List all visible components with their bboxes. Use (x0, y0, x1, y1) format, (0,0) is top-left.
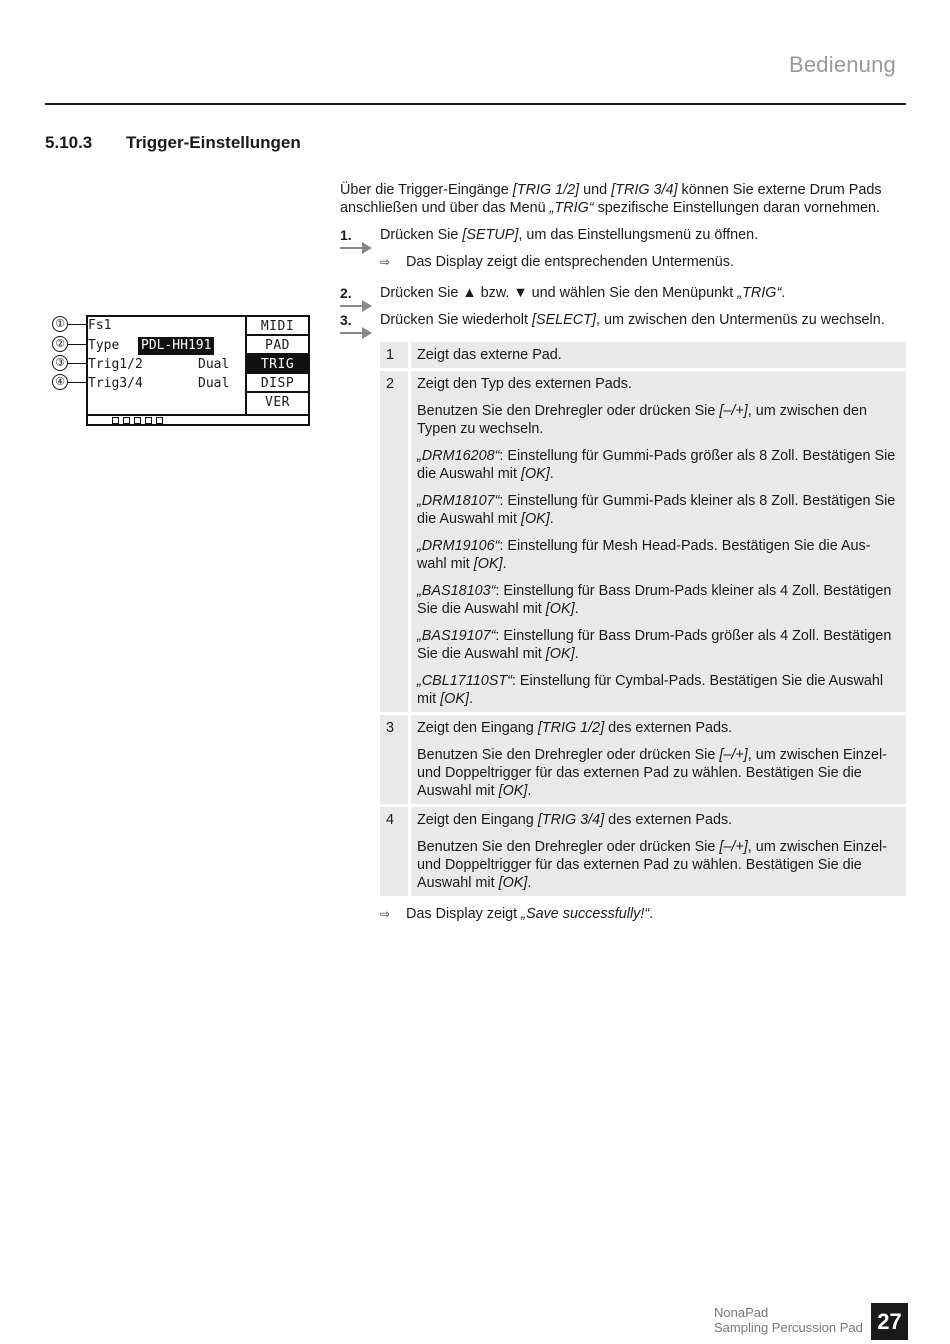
row-description: Zeigt den Eingang [TRIG 3/4] des externen Pads. Benutzen Sie den Drehregler oder drücken Sie [–/+], um zwischen Einzel- und Doppeltrigger für das externen Pad zu wählen. Bestätigen Sie die Auswahl mit [OK]. (411, 807, 906, 896)
lcd-row-type-label: Type (88, 338, 120, 353)
result-text: . (649, 906, 654, 922)
row-number: 2 (380, 371, 411, 712)
lcd-row-trig12-label: Trig1/2 (88, 357, 143, 372)
step-arrow-icon (340, 327, 372, 339)
lcd-menu-disp: DISP (247, 374, 308, 393)
intro-term: „TRIG“ (549, 200, 594, 216)
section-heading (45, 133, 301, 153)
lcd-row-pad: Fs1 (88, 318, 112, 333)
intro-text: Über die Trigger-Eingänge (340, 182, 513, 198)
result-text: Das Display zeigt (406, 906, 522, 922)
step-text: Drücken Sie wiederholt [SELECT], um zwischen den Untermenüs zu wechseln. (380, 312, 885, 328)
result-arrow-icon: ⇨ (380, 907, 391, 921)
intro-paragraph (340, 181, 910, 217)
lcd-row-trig34-value: Dual (198, 376, 230, 391)
lcd-screen (86, 315, 310, 426)
result-arrow-icon: ⇨ (380, 255, 391, 269)
intro-text: anschließen und über das Menü (340, 200, 550, 216)
callout-line-3 (68, 363, 88, 364)
step-arrow-icon (340, 242, 372, 254)
lcd-indicator (134, 417, 141, 424)
step-number: 2. (340, 285, 352, 301)
intro-text: und (579, 182, 612, 198)
callout-2: ② (52, 336, 68, 352)
lcd-menu (245, 317, 308, 414)
row-number: 1 (380, 342, 411, 368)
chapter-title: Bedienung (788, 52, 896, 77)
result-2 (380, 905, 653, 923)
intro-text: können Sie externe Drum Pads (677, 182, 882, 198)
intro-term: [TRIG 3/4] (611, 182, 678, 198)
row-description: Zeigt den Eingang [TRIG 1/2] des externen Pads. Benutzen Sie den Drehregler oder drücken Sie [–/+], um zwischen Einzel- und Doppeltrigger für das externen Pad zu wählen. Bestätigen Sie die Auswahl mit [OK]. (411, 715, 906, 804)
lcd-indicator (123, 417, 130, 424)
header-rule (45, 103, 906, 105)
table-row (380, 342, 906, 368)
lcd-indicator (145, 417, 152, 424)
callout-line-1 (68, 324, 88, 325)
result-message: „Save successfully!“ (521, 906, 650, 922)
step-text: Drücken Sie [SETUP], um das Einstellungsmenü zu öffnen. (380, 227, 759, 243)
table-row (380, 715, 906, 804)
step-number: 3. (340, 312, 352, 328)
lcd-row-trig34-label: Trig3/4 (88, 376, 143, 391)
callout-1: ① (52, 316, 68, 332)
row-description: Zeigt das externe Pad. (411, 342, 906, 368)
lcd-indicator (112, 417, 119, 424)
lcd-menu-midi: MIDI (247, 317, 308, 336)
product-subtitle: Sampling Percussion Pad (714, 1320, 863, 1335)
lcd-row-type-value: PDL-HH191 (138, 337, 214, 355)
result-text: Das Display zeigt die entsprechenden Untermenüs. (406, 254, 734, 270)
lcd-menu-ver: VER (265, 395, 290, 410)
lcd-row-trig12-value: Dual (198, 357, 230, 372)
lcd-menu-trig: TRIG (247, 355, 308, 374)
table-row (380, 371, 906, 712)
row-description: Zeigt den Typ des externen Pads. Benutzen Sie den Drehregler oder drücken Sie [–/+], um zwischen den Typen zu wechseln. „DRM16208“: Einstellung für Gummi-Pads größer als 8 Zoll. Bestätigen Sie die Auswahl mit [OK]. „DRM18107“: Einstellung für Gummi-Pads kleiner als 8 Zoll. Bestätigen Sie die Auswahl mit [OK]. „DRM19106“: Einstellung für Mesh Head-Pads. Bestätigen Sie die Aus- wahl mit [OK]. „BAS18103“: Einstellung für Bass Drum-Pads kleiner als 4 Zoll. Bestätigen Sie die Auswahl mit [OK]. „BAS19107“: Einstellung für Bass Drum-Pads größer als 4 Zoll. Bestätigen Sie die Auswahl mit [OK]. „CBL17110ST“: Einstellung für Cymbal-Pads. Bestätigen Sie die Auswahl mit [OK]. (411, 371, 906, 712)
parameter-table (380, 339, 906, 899)
lcd-bottom-bar (88, 414, 308, 426)
page-number: 27 (871, 1303, 908, 1340)
section-title: Trigger-Einstellungen (126, 133, 301, 152)
product-name: NonaPad (714, 1305, 769, 1320)
callout-line-2 (68, 344, 88, 345)
lcd-menu-pad: PAD (247, 336, 308, 355)
row-number: 4 (380, 807, 411, 896)
section-number: 5.10.3 (45, 133, 93, 152)
footer-product (714, 1305, 863, 1335)
callout-line-4 (68, 382, 88, 383)
step-number: 1. (340, 227, 352, 243)
result-1 (380, 253, 734, 271)
lcd-indicator (156, 417, 163, 424)
step-text: Drücken Sie ▲ bzw. ▼ und wählen Sie den Menüpunkt „TRIG“. (380, 285, 786, 301)
callout-4: ④ (52, 374, 68, 390)
table-row (380, 807, 906, 896)
intro-term: [TRIG 1/2] (512, 182, 580, 198)
callout-3: ③ (52, 355, 68, 371)
intro-text: spezifische Einstellungen daran vornehmen. (593, 200, 880, 216)
lcd-page-indicators (112, 417, 163, 424)
row-number: 3 (380, 715, 411, 804)
